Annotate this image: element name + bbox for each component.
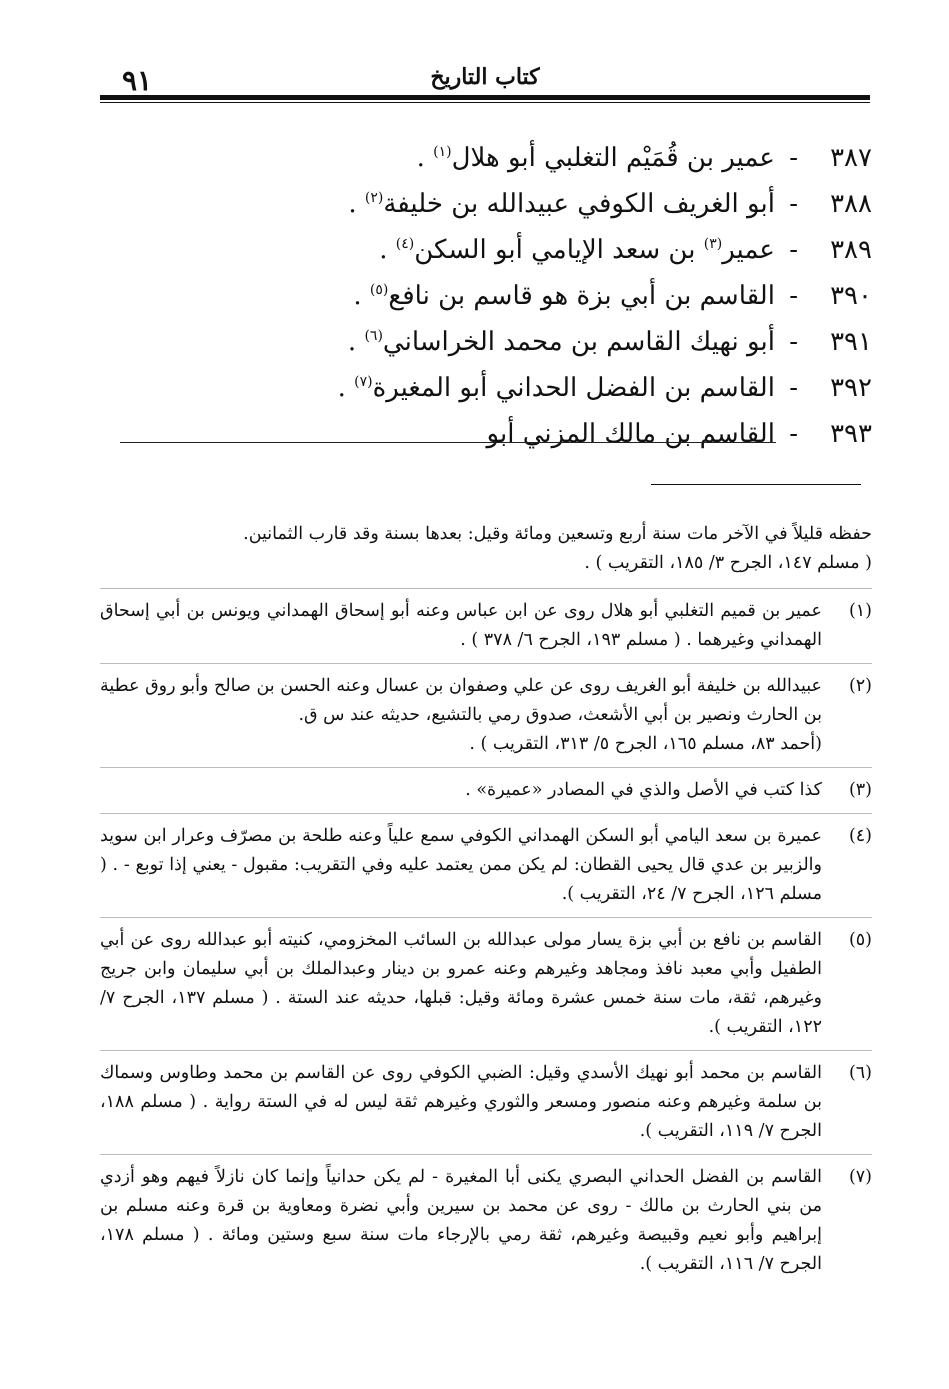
- entry-text-continued: بن سعد الإيامي أبو السكن: [414, 235, 704, 265]
- entry-number: ٣٨٨: [830, 189, 872, 219]
- running-header: [100, 64, 870, 97]
- footnote-divider: [100, 1154, 872, 1155]
- footnote-divider: [100, 767, 872, 768]
- footnote-text: عميرة بن سعد اليامي أبو السكن الهمداني الكوفي سمع علياً وعنه طلحة بن مصرّف وعرار ابن سويد والزبير بن عدي قال يحيى القطان: لم يكن ممن يعتمد عليه وفي التقريب: مقبول - يعني إذا توبع - . ( مسلم ١٢٦، الجرح ٧/ ٢٤، التقريب ).: [100, 826, 822, 904]
- footnote-divider: [100, 663, 872, 664]
- footnote-mark: (٥): [848, 930, 872, 950]
- footnote-reference: (أحمد ٨٣، مسلم ١٦٥، الجرح ٥/ ٣١٣، التقريب ) .: [469, 734, 822, 754]
- footnote-divider: [100, 813, 872, 814]
- entry-number: ٣٩٠: [830, 281, 872, 311]
- entry-number: ٣٩٢: [830, 373, 872, 403]
- entry-text: القاسم بن مالك المزني أبو: [486, 419, 775, 449]
- entry-390: ٣٩٠- القاسم بن أبي بزة هو قاسم بن نافع$^{(٥)}$ .: [100, 273, 872, 319]
- entry-387: ٣٨٧- عمير بن قُمَيْم التغلبي أبو هلال$^{(١)}$ .: [100, 135, 872, 181]
- footnote-continuation: [100, 520, 872, 578]
- entry-text: أبو الغريف الكوفي عبيدالله بن خليفة: [383, 189, 775, 219]
- footnote-mark: (٢): [848, 676, 872, 696]
- entry-text: أبو نهيك القاسم بن محمد الخراساني: [382, 327, 775, 357]
- entry-text: القاسم بن الفضل الحداني أبو المغيرة: [372, 373, 775, 403]
- footnote-divider: [100, 1050, 872, 1051]
- kashida-stretch: [120, 442, 776, 443]
- footnote-2: [100, 672, 872, 759]
- entry-number: ٣٨٩: [830, 235, 872, 265]
- note-marker[interactable]: (٧): [354, 374, 373, 390]
- footnote-5: [100, 926, 872, 1042]
- entry-389: ٣٨٩- عمير$^{(٣)}$ بن سعد الإيامي أبو السكن$^{(٤)}$ .: [100, 227, 872, 273]
- footnote-mark: (٦): [848, 1063, 872, 1083]
- footnote-divider: [100, 588, 872, 589]
- footnote-text: حفظه قليلاً في الآخر مات سنة أربع وتسعين ومائة وقيل: بعدها بسنة وقد قارب الثمانين.: [243, 524, 872, 544]
- footnote-text: القاسم بن محمد أبو نهيك الأسدي وقيل: الضبي الكوفي روى عن القاسم بن محمد وطاوس وسماك بن سلمة وغيرهم وعنه منصور ومسعر والثوري وغيرهم ثقة ليس له في الستة رواية . ( مسلم ١٨٨، الجرح ٧/ ١١٩، التقريب ).: [100, 1063, 822, 1141]
- footnotes: [100, 520, 872, 1287]
- footnote-6: [100, 1059, 872, 1146]
- footnote-text: عمير بن قميم التغلبي أبو هلال روى عن ابن عباس وعنه أبو إسحاق الهمداني ويونس بن أبي إسحاق الهمداني وغيرهما . ( مسلم ١٩٣، الجرح ٦/ ٣٧٨ ) .: [100, 601, 822, 650]
- header-rule-thin: [100, 102, 870, 103]
- footnote-text: القاسم بن نافع بن أبي بزة يسار مولى عبدالله بن السائب المخزومي، كنيته أبو عبدالله روى عن أبي الطفيل وأبي معبد نافذ ومجاهد وغيرهم وعنه عمرو بن دينار وعبدالملك بن أبي سليمان وابن جريج وغيرهم، ثقة، مات سنة خمس عشرة ومائة وقيل: قبلها، حديثه عند الستة . ( مسلم ١٣٧، الجرح ٧/ ١٢٢، التقريب ).: [100, 930, 823, 1037]
- header-rule-thick: [100, 95, 870, 100]
- entry-393: ٣٩٣- القاسم بن مالك المزني أبو: [100, 411, 872, 457]
- note-marker[interactable]: (٢): [364, 190, 384, 206]
- note-marker[interactable]: (٣): [703, 236, 723, 252]
- footnote-mark: (٣): [848, 780, 872, 800]
- page-number: ٩١: [122, 64, 153, 97]
- narrator-entries: [100, 135, 872, 457]
- entry-number: ٣٩٣: [830, 419, 872, 449]
- entry-text: القاسم بن أبي بزة هو قاسم بن نافع: [388, 281, 775, 311]
- entry-text: عمير: [722, 235, 775, 265]
- footnote-reference: ( مسلم ١٤٧، الجرح ٣/ ١٨٥، التقريب ) .: [584, 553, 872, 573]
- entry-text: عمير بن قُمَيْم التغلبي أبو هلال: [451, 143, 775, 173]
- footnote-3: [100, 776, 872, 805]
- footnote-7: [100, 1163, 872, 1279]
- footnote-4: [100, 822, 872, 909]
- entry-number: ٣٨٧: [830, 143, 872, 173]
- footnote-mark: (٧): [848, 1167, 872, 1187]
- note-marker[interactable]: (٥): [369, 282, 389, 298]
- footnote-separator: [651, 484, 861, 485]
- footnote-divider: [100, 917, 872, 918]
- footnote-text: كذا كتب في الأصل والذي في المصادر «عميرة» .: [465, 780, 822, 800]
- book-title: كتاب التاريخ: [430, 64, 540, 90]
- footnote-text: القاسم بن الفضل الحداني البصري يكنى أبا المغيرة - لم يكن حدانياً وإنما كان نازلاً فيهم وهو أزدي من بني الحارث بن مالك - روى عن محمد بن سيرين وأبي نضرة ومعاوية بن قرة وعنه مسلم بن إبراهيم وأبو نعيم وقبيصة وغيرهم، ثقة رمي بالإرجاء مات سنة سبع وستين ومائة . ( مسلم ١٧٨، الجرح ٧/ ١١٦، التقريب ).: [100, 1167, 822, 1274]
- note-marker[interactable]: (١): [433, 144, 452, 160]
- note-marker[interactable]: (٦): [364, 328, 383, 344]
- note-marker[interactable]: (٤): [395, 236, 415, 252]
- entry-number: ٣٩١: [830, 327, 872, 357]
- footnote-mark: (٤): [848, 826, 872, 846]
- entry-392: ٣٩٢- القاسم بن الفضل الحداني أبو المغيرة$^{(٧)}$ .: [100, 365, 872, 411]
- footnote-mark: (١): [848, 601, 872, 621]
- footnote-text: عبيدالله بن خليفة أبو الغريف روى عن علي وصفوان بن عسال وعنه الحسن بن صالح وأبو روق عطية بن الحارث ونصير بن أبي الأشعث، صدوق رمي بالتشيع، حديثه عند س ق.: [100, 676, 822, 725]
- entry-391: ٣٩١- أبو نهيك القاسم بن محمد الخراساني$^{(٦)}$ .: [100, 319, 872, 365]
- entry-388: ٣٨٨- أبو الغريف الكوفي عبيدالله بن خليفة$^{(٢)}$ .: [100, 181, 872, 227]
- footnote-1: [100, 597, 872, 655]
